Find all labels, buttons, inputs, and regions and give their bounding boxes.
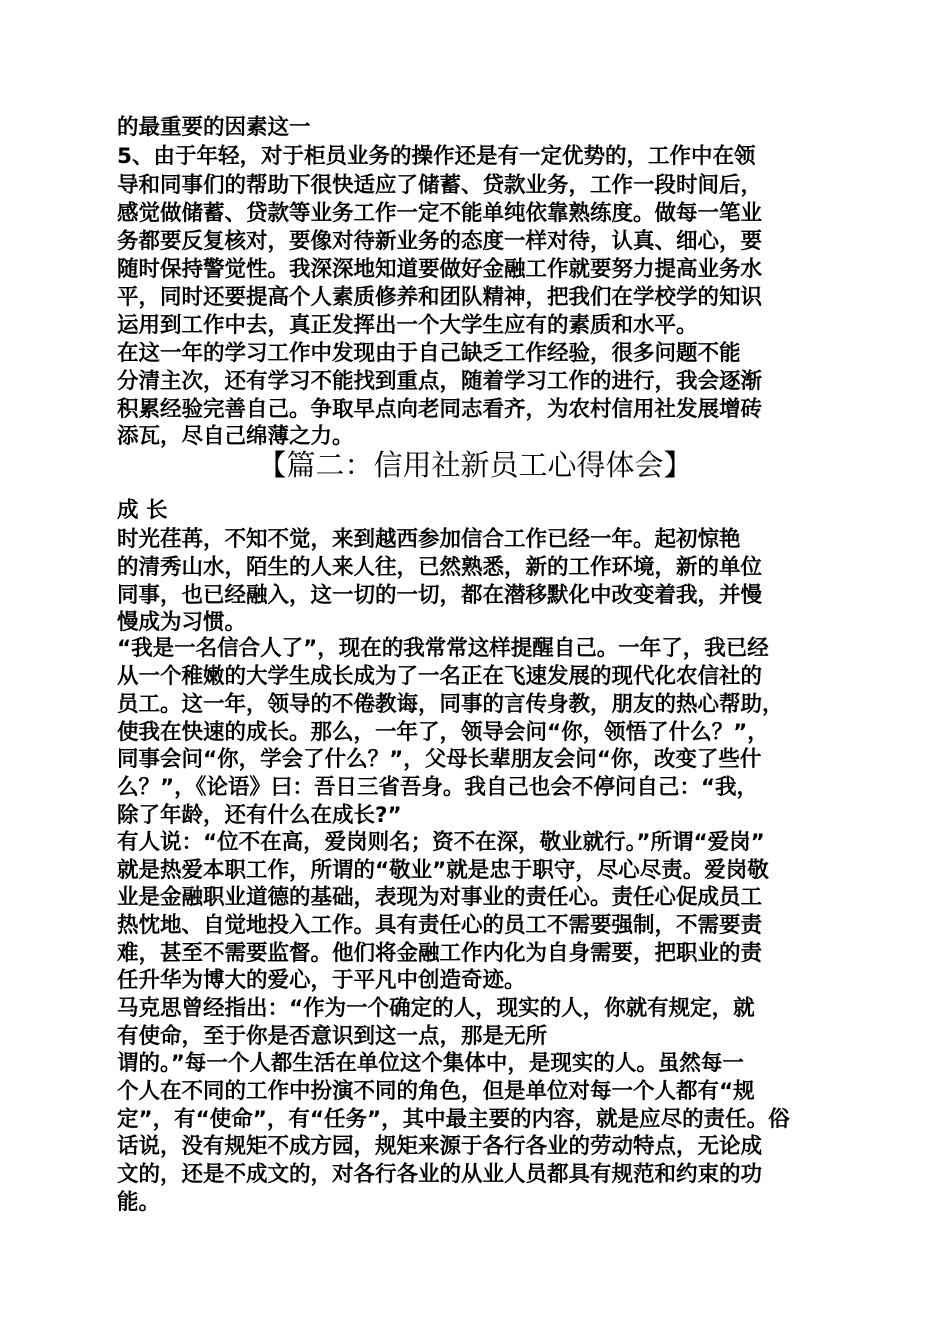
text-line: 导和同事们的帮助下很快适应了储蓄、贷款业务，工作一段时间后，: [117, 173, 763, 198]
text-line: 在这一年的学习工作中发现由于自己缺乏工作经验，很多问题不能: [117, 341, 741, 366]
text-line: 积累经验完善自己。争取早点向老同志看齐，为农村信用社发展增砖: [117, 397, 763, 422]
text-line: 的最重要的因素这一: [117, 115, 311, 140]
text-line: 的清秀山水，陌生的人来人往，已然熟悉，新的工作环境，新的单位: [117, 555, 763, 580]
text-line: 个人在不同的工作中扮演不同的角色，但是单位对每一个人都有“规: [117, 1079, 755, 1104]
text-line: 随时保持警觉性。我深深地知道要做好金融工作就要努力提高业务水: [117, 257, 763, 282]
text-line: 运用到工作中去，真正发挥出一个大学生应有的素质和水平。: [117, 313, 698, 338]
text-line: 能。: [117, 1190, 161, 1215]
text-line: 就是热爱本职工作，所谓的“敬业”就是忠于职守，尽心尽责。爱岗敬: [117, 858, 769, 883]
text-line: 话说，没有规矩不成方园，规矩来源于各行各业的劳动特点，无论成: [117, 1134, 763, 1159]
text-line: 业是金融职业道德的基础，表现为对事业的责任心。责任心促成员工: [117, 885, 763, 910]
subheading: 成 长: [117, 498, 168, 523]
text-line: 员工。这一年，领导的不倦教诲，同事的言传身教，朋友的热心帮助，: [117, 692, 784, 717]
text-line: 时光荏苒，不知不觉，来到越西参加信合工作已经一年。起初惊艳: [117, 527, 741, 552]
text-line: 定”，有“使命”，有“任务”，其中最主要的内容，就是应尽的责任。俗: [117, 1107, 790, 1132]
text-line: 使我在快速的成长。那么，一年了，领导会问“你，领悟了什么？”，: [117, 720, 769, 745]
text-line: 文的，还是不成文的，对各行各业的从业人员都具有规范和约束的功: [117, 1162, 763, 1187]
text-line: 分清主次，还有学习不能找到重点，随着学习工作的进行，我会逐渐: [117, 369, 763, 394]
text-line: 同事，也已经融入，这一切的一切，都在潜移默化中改变着我，并慢: [117, 583, 763, 608]
text-line: 除了年龄，还有什么在成长?”: [117, 803, 402, 828]
text-line: 平，同时还要提高个人素质修养和团队精神，把我们在学校学的知识: [117, 285, 763, 310]
text-line: 从一个稚嫩的大学生成长成为了一名正在飞速发展的现代化农信社的: [117, 664, 763, 689]
text-line: 务都要反复核对，要像对待新业务的态度一样对待，认真、细心，要: [117, 229, 763, 254]
text-line: 感觉做储蓄、贷款等业务工作一定不能单纯依靠熟练度。做每一笔业: [117, 201, 763, 226]
text-line: 难，甚至不需要监督。他们将金融工作内化为自身需要，把职业的责: [117, 941, 763, 966]
text-line: 马克思曾经指出：“作为一个确定的人，现实的人，你就有规定，就: [117, 996, 755, 1021]
text-line: 谓的。”每一个人都生活在单位这个集体中，是现实的人。虽然每一: [117, 1051, 744, 1076]
text-line: 添瓦，尽自己绵薄之力。: [117, 424, 354, 449]
text-line: 慢成为习惯。: [117, 610, 247, 635]
text-line: “我是一名信合人了”，现在的我常常这样提醒自己。一年了，我已经: [117, 636, 769, 661]
text-line: 任升华为博大的爱心，于平凡中创造奇迹。: [117, 968, 526, 993]
text-line: 有使命，至于你是否意识到这一点，那是无所: [117, 1024, 548, 1049]
section-heading: 【篇二：信用社新员工心得体会】: [257, 448, 693, 482]
text-line: 热忱地、自觉地投入工作。具有责任心的员工不需要强制，不需要责: [117, 913, 763, 938]
text-line: 同事会问“你，学会了什么？”，父母长辈朋友会问“你，改变了些什: [117, 747, 762, 772]
text-line: 么？”，《论语》曰：吾日三省吾身。我自己也会不停问自己：“我，: [117, 775, 759, 800]
text-line: 有人说：“位不在高，爱岗则名；资不在深，敬业就行。”所谓“爱岗”: [117, 830, 765, 855]
text-line: 5、由于年轻，对于柜员业务的操作还是有一定优势的，工作中在领: [117, 144, 756, 169]
